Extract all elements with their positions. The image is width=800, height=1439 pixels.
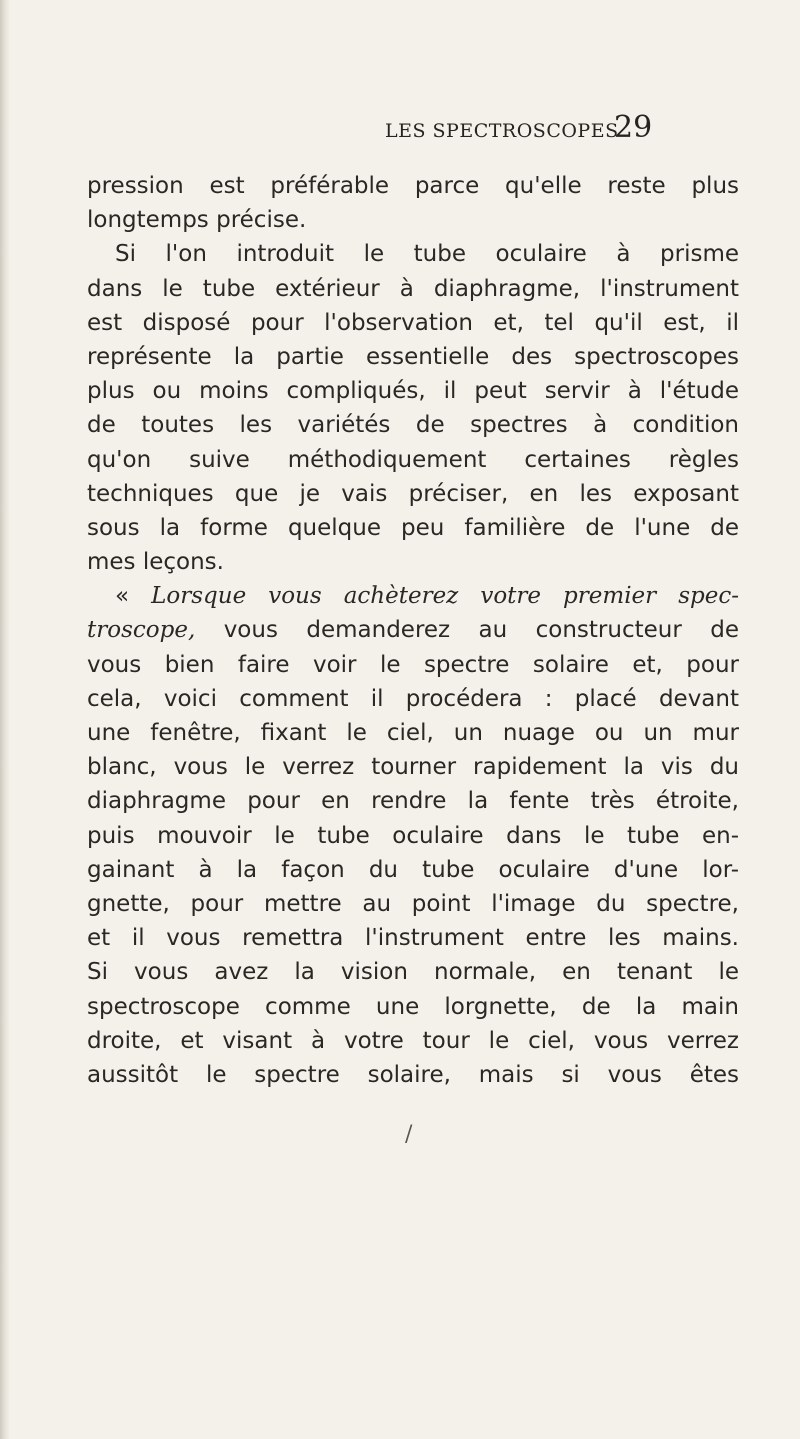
text-line: dans le tube extérieur à diaphragme, l'instrument — [87, 275, 739, 302]
text-line: de toutes les variétés de spectres à condition — [87, 412, 739, 439]
text-line: représente la partie essentielle des spectroscopes — [87, 343, 739, 370]
text-line: gainant à la façon du tube oculaire d'une lor- — [87, 856, 739, 883]
plain-text: vous demanderez au constructeur de — [195, 617, 739, 644]
text-line: droite, et visant à votre tour le ciel, vous verrez — [87, 1027, 739, 1054]
text-line: une fenêtre, fixant le ciel, un nuage ou un mur — [87, 720, 739, 746]
open-quote: « — [115, 583, 152, 610]
text-line-italic-start — [87, 579, 739, 613]
text-line: cela, voici comment il procédera : placé devant — [87, 685, 739, 712]
text-line: gnette, pour mettre au point l'image du spectre, — [87, 890, 739, 917]
text-line: aussitôt le spectre solaire, mais si vous êtes — [87, 1061, 739, 1088]
text-line: et il vous remettra l'instrument entre les mains. — [87, 925, 739, 952]
text-line: mes leçons. — [87, 549, 224, 576]
text-line: plus ou moins compliqués, il peut servir à l'étude — [87, 378, 739, 405]
text-line: spectroscope comme une lorgnette, de la main — [87, 993, 739, 1020]
text-line: diaphragme pour en rendre la fente très étroite, — [87, 788, 739, 815]
text-line: longtemps précise. — [87, 207, 307, 234]
text-line: puis mouvoir le tube oculaire dans le tube en- — [87, 822, 739, 849]
text-line: qu'on suive méthodiquement certaines règles — [87, 446, 739, 473]
page-number: 29 — [614, 110, 653, 145]
page-header — [0, 110, 800, 158]
italic-text: Lorsque vous achèterez votre premier spec- — [151, 583, 739, 610]
text-line: Si vous avez la vision normale, en tenant le — [87, 959, 739, 986]
stray-mark: / — [405, 1122, 413, 1147]
text-line: techniques que je vais préciser, en les exposant — [87, 480, 739, 507]
page-edge-shadow — [0, 0, 10, 1439]
text-line: pression est préférable parce qu'elle reste plus — [87, 173, 739, 199]
text-line-italic-end — [87, 613, 739, 647]
running-head: LES SPECTROSCOPES — [385, 120, 619, 142]
text-line: sous la forme quelque peu familière de l'une de — [87, 514, 739, 541]
body-text — [87, 169, 739, 1092]
text-line: Si l'on introduit le tube oculaire à prisme — [115, 241, 739, 268]
text-line: blanc, vous le verrez tourner rapidement la vis du — [87, 754, 739, 781]
italic-text: troscope, — [87, 617, 196, 644]
text-line: vous bien faire voir le spectre solaire et, pour — [87, 651, 739, 678]
text-line: est disposé pour l'observation et, tel qu'il est, il — [87, 309, 739, 336]
